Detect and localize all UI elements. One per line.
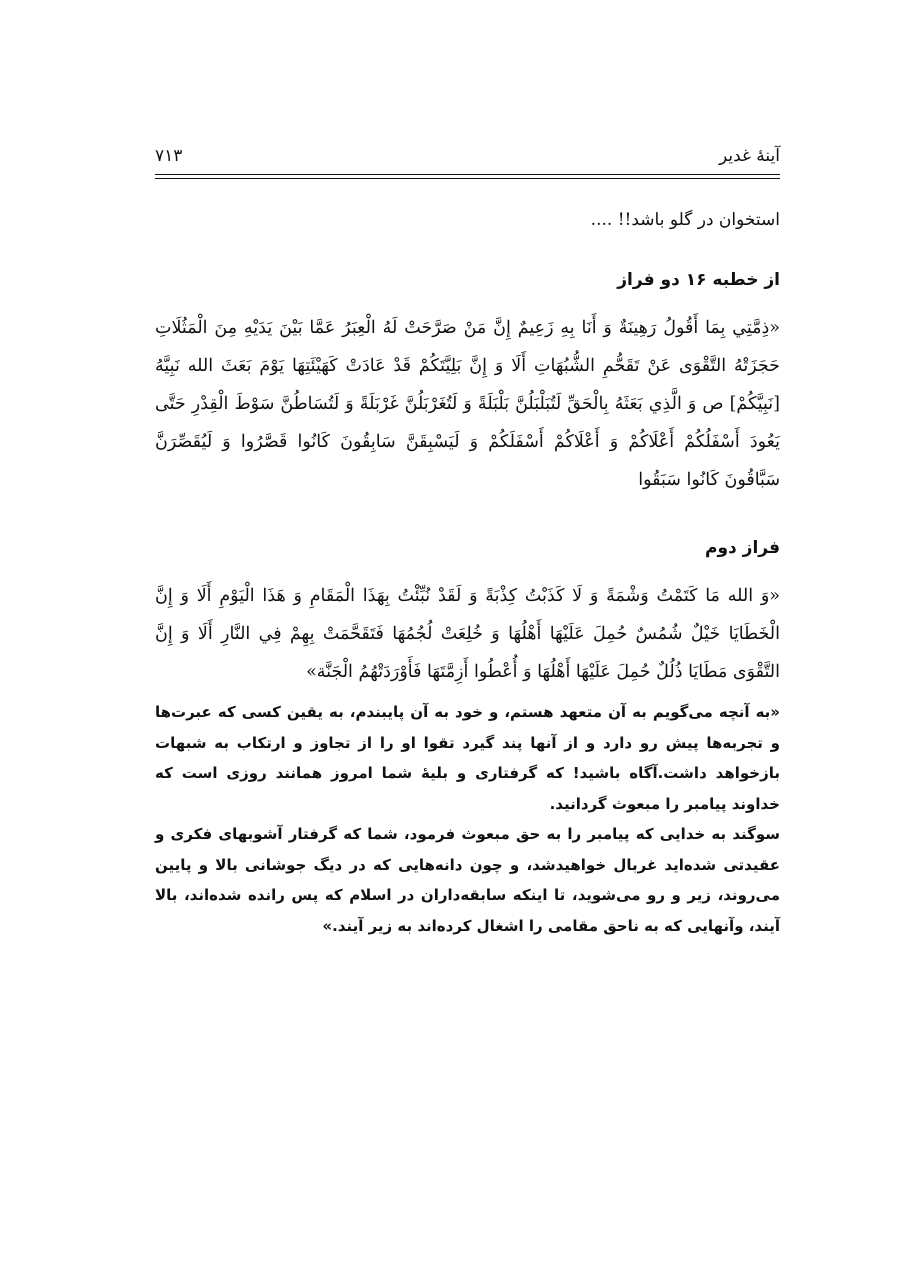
translation-paragraph-1: «به آنچه می‌گویم به آن متعهد هستم، و خود به آن پایبندم، به یقین کسی که عبرت‌ها و تجربه‌ها پیش رو دارد و از آنها پند گیرد تقوا او را از تجاوز و ارتکاب به شبهات بازخواهد داشت.آگاه باشید! که گرفتاری و بلیهٔ شما امروز همانند روزی است که خداوند پیامبر را مبعوث گردانید. — [155, 703, 780, 813]
page-header — [155, 140, 780, 174]
header-rule-thin — [155, 178, 780, 179]
page-body — [155, 205, 780, 941]
translation-paragraph-2: سوگند به خدایی که پیامبر را به حق مبعوث فرمود، شما که گرفتار آشوبهای فکری و عقیدتی شده‌اید غربال خواهیدشد، و چون دانه‌هایی که در دیگ جوشانی بالا و پایین می‌روند، زیر و رو می‌شوید، تا اینکه سابقه‌داران در اسلام که پس رانده شده‌اند، بالا آیند، وآنهایی که به ناحق مقامی را اشغال کرده‌اند به زیر آیند.» — [155, 825, 780, 935]
running-title: آینهٔ غدیر — [718, 146, 780, 166]
section-heading-2: فراز دوم — [705, 538, 780, 558]
section-heading-1: از خطبه ۱۶ دو فراز — [617, 270, 780, 290]
intro-line: استخوان در گلو باشد!! .... — [590, 210, 780, 230]
page-number: ۷۱۳ — [155, 146, 183, 166]
header-rule — [155, 174, 780, 175]
arabic-quote-1: «ذِمَّتِي بِمَا أَقُولُ رَهِينَةٌ وَ أَنَا بِهِ زَعِيمٌ إِنَّ مَنْ صَرَّحَتْ لَهُ الْعِبَرُ عَمَّا بَيْنَ يَدَيْهِ مِنَ الْمَثُلَاتِ حَجَزَتْهُ التَّقْوَى عَنْ تَقَحُّمِ الشُّبُهَاتِ أَلَا وَ إِنَّ بَلِيَّتَكُمْ قَدْ عَادَتْ كَهَيْئَتِهَا يَوْمَ بَعَثَ الله نَبِيَّهُ [نَبِيَّكُمْ] ص وَ الَّذِي بَعَثَهُ بِالْحَقِّ لَتُبَلْبَلُنَّ بَلْبَلَةً وَ لَتُغَرْبَلُنَّ غَرْبَلَةً وَ لَتُسَاطُنَّ سَوْطَ الْقِدْرِ حَتَّى يَعُودَ أَسْفَلُكُمْ أَعْلَاكُمْ وَ أَعْلَاكُمْ أَسْفَلَكُمْ وَ لَيَسْبِقَنَّ سَابِقُونَ كَانُوا قَصَّرُوا وَ لَيُقَصِّرَنَّ سَبَّاقُونَ كَانُوا سَبَقُوا — [155, 318, 780, 490]
arabic-quote-2: «وَ الله مَا كَتَمْتُ وَشْمَةً وَ لَا كَذَبْتُ كِذْبَةً وَ لَقَدْ نُبِّئْتُ بِهَذَا الْمَقَامِ وَ هَذَا الْيَوْمِ أَلَا وَ إِنَّ الْخَطَايَا خَيْلٌ شُمُسٌ حُمِلَ عَلَيْهَا أَهْلُهَا وَ خُلِعَتْ لُجُمُهَا فَتَقَحَّمَتْ بِهِمْ فِي النَّارِ أَلَا وَ إِنَّ التَّقْوَى مَطَايَا ذُلُلٌ حُمِلَ عَلَيْهَا أَهْلُهَا وَ أُعْطُوا أَزِمَّتَهَا فَأَوْرَدَتْهُمُ الْجَنَّة» — [155, 586, 780, 682]
